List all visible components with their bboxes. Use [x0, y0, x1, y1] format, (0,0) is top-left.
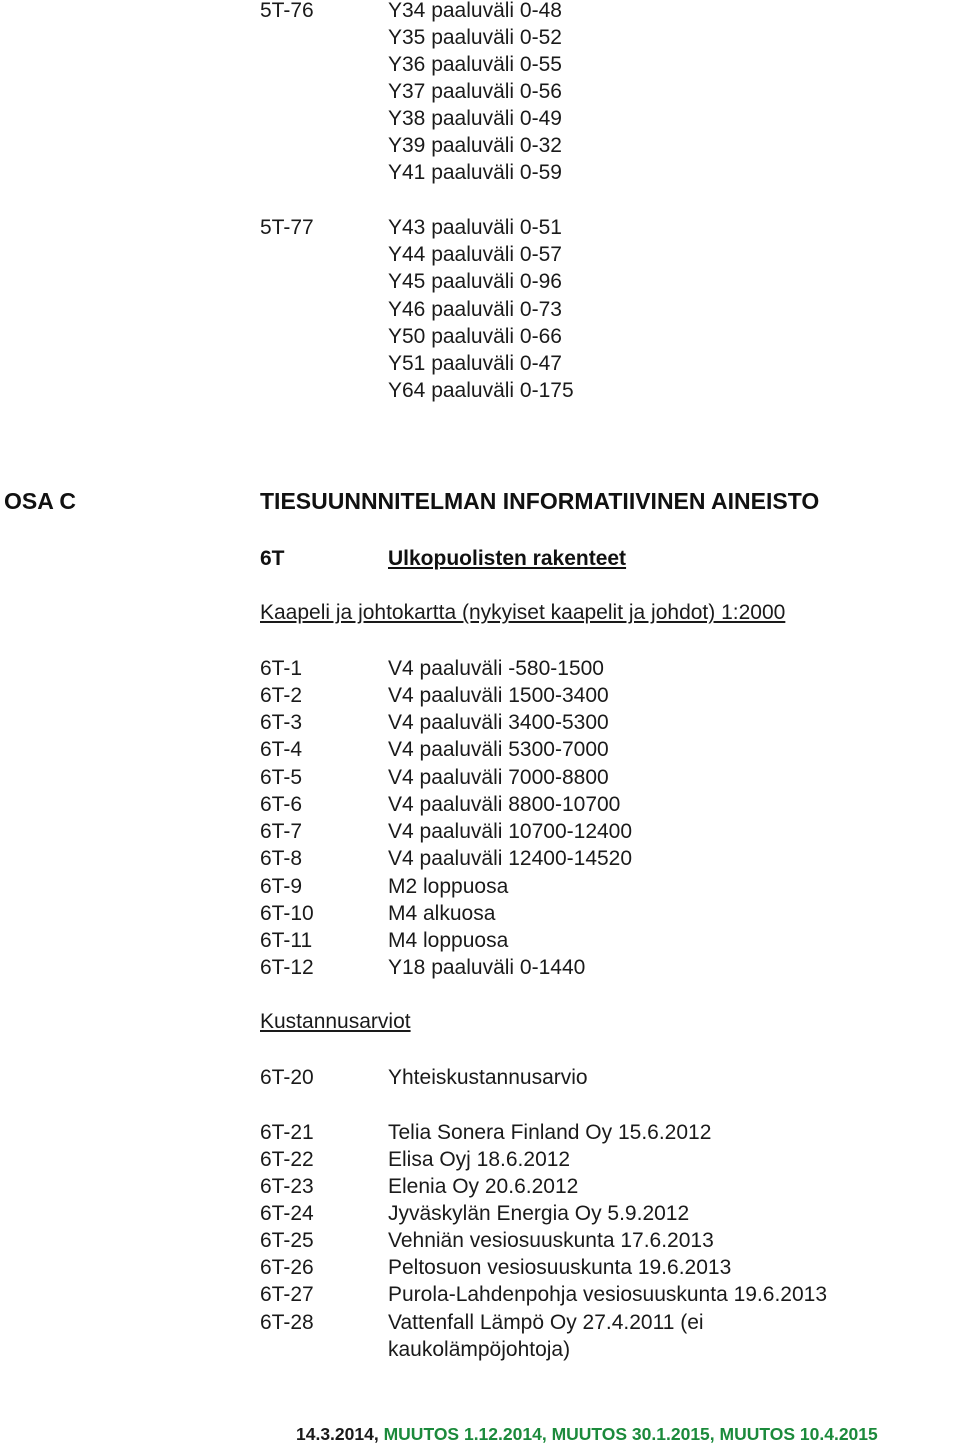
footer-date: 14.3.2014,	[296, 1424, 379, 1444]
drawing-desc: V4 paaluväli 7000-8800	[388, 766, 609, 789]
drawing-code: 6T-27	[260, 1283, 314, 1306]
drawing-code: 6T-23	[260, 1175, 314, 1198]
drawing-desc: Vattenfall Lämpö Oy 27.4.2011 (ei	[388, 1311, 704, 1334]
drawing-desc: Y35 paaluväli 0-52	[388, 26, 562, 49]
section-code: 6T	[260, 547, 285, 570]
drawing-desc: Jyväskylän Energia Oy 5.9.2012	[388, 1202, 690, 1225]
drawing-desc: Y18 paaluväli 0-1440	[388, 956, 586, 979]
drawing-code: 6T-25	[260, 1229, 314, 1252]
drawing-desc: V4 paaluväli 3400-5300	[388, 711, 609, 734]
drawing-desc: Purola-Lahdenpohja vesiosuuskunta 19.6.2013	[388, 1283, 828, 1306]
drawing-code: 6T-12	[260, 956, 314, 979]
drawing-desc: Vehniän vesiosuuskunta 17.6.2013	[388, 1229, 714, 1252]
drawing-desc: V4 paaluväli 1500-3400	[388, 684, 609, 707]
drawing-desc: V4 paaluväli -580-1500	[388, 657, 604, 680]
drawing-code: 6T-9	[260, 875, 303, 898]
drawing-code: 6T-21	[260, 1121, 314, 1144]
drawing-desc: V4 paaluväli 5300-7000	[388, 738, 609, 761]
drawing-code: 6T-7	[260, 820, 303, 843]
drawing-desc: kaukolämpöjohtoja)	[388, 1338, 571, 1361]
drawing-code: 6T-6	[260, 793, 303, 816]
drawing-code: 6T-5	[260, 766, 303, 789]
drawing-code: 6T-3	[260, 711, 303, 734]
drawing-code: 6T-4	[260, 738, 303, 761]
drawing-desc: Y45 paaluväli 0-96	[388, 270, 562, 293]
drawing-desc: M2 loppuosa	[388, 875, 509, 898]
drawing-code: 6T-1	[260, 657, 303, 680]
drawing-code: 5T-77	[260, 216, 314, 239]
footer-revision-2: MUUTOS 30.1.2015,	[551, 1424, 715, 1444]
drawing-desc: Y51 paaluväli 0-47	[388, 352, 562, 375]
drawing-desc: Y38 paaluväli 0-49	[388, 107, 562, 130]
drawing-code: 6T-10	[260, 902, 314, 925]
drawing-desc: Peltosuon vesiosuuskunta 19.6.2013	[388, 1256, 732, 1279]
drawing-desc: Y41 paaluväli 0-59	[388, 161, 562, 184]
drawing-code: 6T-11	[260, 929, 313, 952]
footer-revision-3: MUUTOS 10.4.2015	[719, 1424, 878, 1444]
osa-c-label: OSA C	[4, 488, 76, 514]
revision-footer	[296, 1424, 878, 1445]
drawing-code: 6T-26	[260, 1256, 314, 1279]
drawing-desc: V4 paaluväli 10700-12400	[388, 820, 633, 843]
drawing-desc: Telia Sonera Finland Oy 15.6.2012	[388, 1121, 712, 1144]
drawing-desc: Y36 paaluväli 0-55	[388, 53, 562, 76]
drawing-code: 6T-20	[260, 1066, 314, 1089]
drawing-code: 6T-22	[260, 1148, 314, 1171]
drawing-code: 6T-8	[260, 847, 303, 870]
section-title: Ulkopuolisten rakenteet	[388, 547, 627, 570]
drawing-code: 6T-28	[260, 1311, 314, 1334]
drawing-code: 5T-76	[260, 0, 314, 22]
drawing-desc: V4 paaluväli 12400-14520	[388, 847, 633, 870]
drawing-desc: M4 loppuosa	[388, 929, 509, 952]
drawing-desc: M4 alkuosa	[388, 902, 496, 925]
footer-revision-1: MUUTOS 1.12.2014,	[383, 1424, 547, 1444]
drawing-desc: Y44 paaluväli 0-57	[388, 243, 562, 266]
drawing-desc: Y46 paaluväli 0-73	[388, 298, 562, 321]
drawing-code: 6T-2	[260, 684, 303, 707]
drawing-code: 6T-24	[260, 1202, 314, 1225]
cost-heading: Kustannusarviot	[260, 1010, 411, 1033]
drawing-desc: Y34 paaluväli 0-48	[388, 0, 562, 22]
drawing-desc: Y43 paaluväli 0-51	[388, 216, 562, 239]
drawing-desc: Elisa Oyj 18.6.2012	[388, 1148, 571, 1171]
drawing-desc: Y39 paaluväli 0-32	[388, 134, 562, 157]
drawing-desc: Yhteiskustannusarvio	[388, 1066, 588, 1089]
osa-c-title: TIESUUNNNITELMAN INFORMATIIVINEN AINEISTO	[260, 488, 820, 514]
drawing-desc: V4 paaluväli 8800-10700	[388, 793, 621, 816]
drawing-desc: Y64 paaluväli 0-175	[388, 379, 574, 402]
map-heading: Kaapeli ja johtokartta (nykyiset kaapelit ja johdot) 1:2000	[260, 601, 786, 624]
drawing-desc: Elenia Oy 20.6.2012	[388, 1175, 579, 1198]
drawing-desc: Y50 paaluväli 0-66	[388, 325, 562, 348]
drawing-desc: Y37 paaluväli 0-56	[388, 80, 562, 103]
